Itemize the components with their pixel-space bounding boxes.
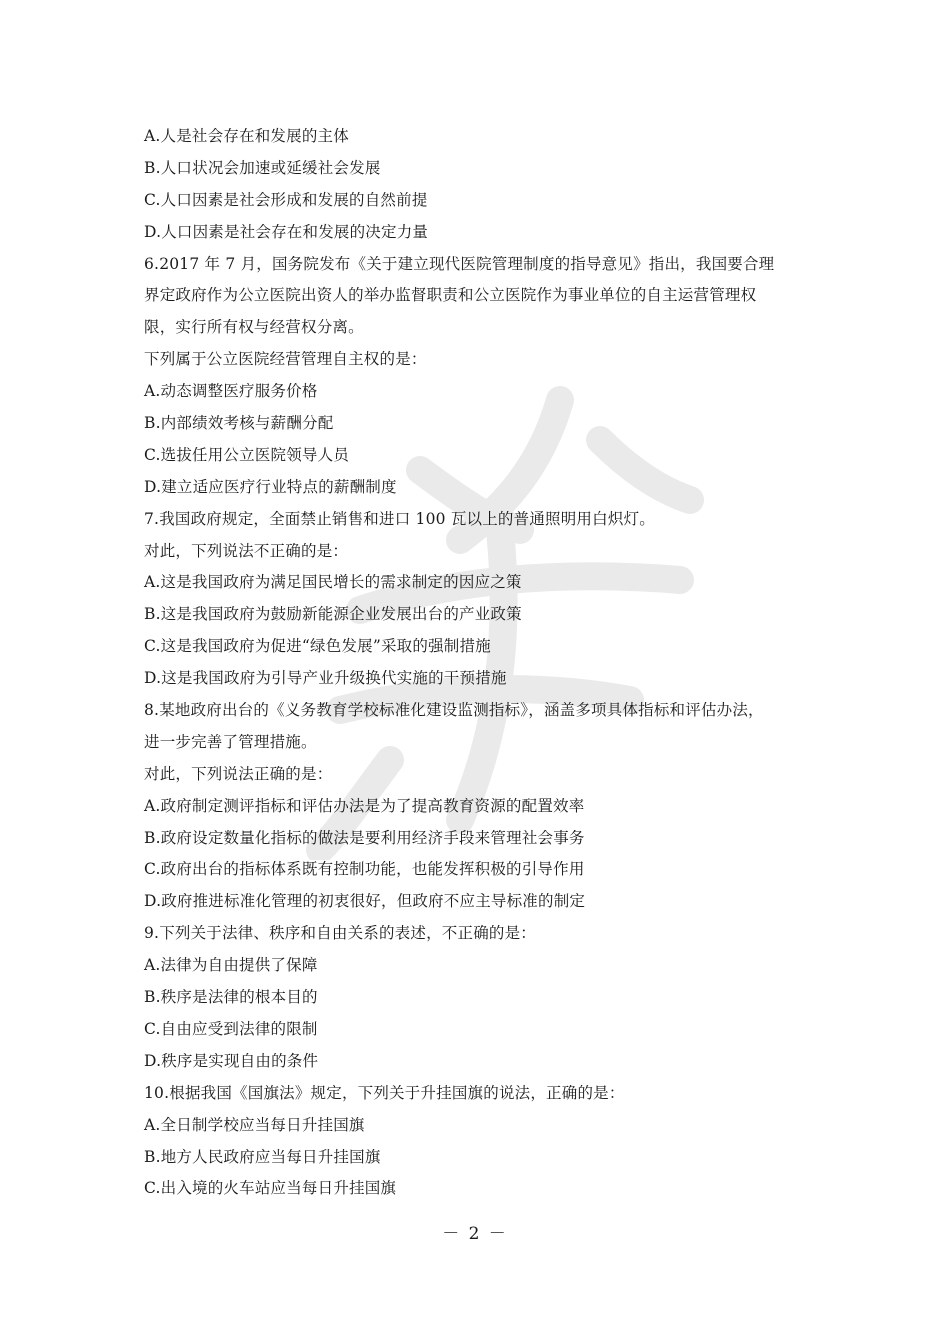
- question-7-prompt: 对此，下列说法不正确的是：: [144, 541, 349, 560]
- option-8a: A.政府制定测评指标和评估办法是为了提高教育资源的配置效率: [144, 796, 585, 815]
- option-10b: B.地方人民政府应当每日升挂国旗: [144, 1147, 381, 1166]
- option-8b: B.政府设定数量化指标的做法是要利用经济手段来管理社会事务: [144, 828, 585, 847]
- question-8-prompt: 对此，下列说法正确的是：: [144, 764, 333, 783]
- question-9: 9.下列关于法律、秩序和自由关系的表述，不正确的是：: [144, 924, 536, 943]
- option-9c: C.自由应受到法律的限制: [144, 1019, 318, 1038]
- option-6c: C.选拔任用公立医院领导人员: [144, 445, 350, 464]
- question-8-line-1: 8.某地政府出台的《义务教育学校标准化建设监测指标》，涵盖多项具体指标和评估办法，: [144, 701, 764, 720]
- option-5b: B.人口状况会加速或延缓社会发展: [144, 158, 381, 177]
- option-9a: A.法律为自由提供了保障: [144, 956, 318, 975]
- question-6-prompt: 下列属于公立医院经营管理自主权的是：: [144, 350, 427, 369]
- question-6-line-3: 限，实行所有权与经营权分离。: [144, 318, 364, 337]
- question-8-line-2: 进一步完善了管理措施。: [144, 732, 317, 751]
- option-5a: A.人是社会存在和发展的主体: [144, 127, 349, 145]
- page-number: － 2 －: [442, 1224, 508, 1244]
- option-9d: D.秩序是实现自由的条件: [144, 1051, 319, 1070]
- question-10: 10.根据我国《国旗法》规定，下列关于升挂国旗的说法，正确的是：: [144, 1083, 625, 1102]
- question-6-line-2: 界定政府作为公立医院出资人的举办监督职责和公立医院作为事业单位的自主运营管理权: [144, 286, 757, 305]
- option-7d: D.这是我国政府为引导产业升级换代实施的干预措施: [144, 669, 507, 688]
- option-5d: D.人口因素是社会存在和发展的决定力量: [144, 222, 429, 241]
- option-8c: C.政府出台的指标体系既有控制功能，也能发挥积极的引导作用: [144, 860, 585, 879]
- option-8d: D.政府推进标准化管理的初衷很好，但政府不应主导标准的制定: [144, 892, 586, 911]
- document-body: [144, 121, 824, 1205]
- option-6a: A.动态调整医疗服务价格: [144, 382, 318, 401]
- option-10a: A.全日制学校应当每日升挂国旗: [144, 1115, 365, 1134]
- option-7b: B.这是我国政府为鼓励新能源企业发展出台的产业政策: [144, 605, 522, 624]
- option-6d: D.建立适应医疗行业特点的薪酬制度: [144, 477, 397, 496]
- question-6-line-1: 6.2017 年 7 月，国务院发布《关于建立现代医院管理制度的指导意见》指出，我国要合理: [144, 254, 775, 273]
- option-7c: C.这是我国政府为促进“绿色发展”采取的强制措施: [144, 637, 491, 656]
- question-7: 7.我国政府规定，全面禁止销售和进口 100 瓦以上的普通照明用白炽灯。: [144, 509, 655, 528]
- option-6b: B.内部绩效考核与薪酬分配: [144, 414, 334, 433]
- option-7a: A.这是我国政府为满足国民增长的需求制定的因应之策: [144, 573, 522, 592]
- option-9b: B.秩序是法律的根本目的: [144, 988, 318, 1007]
- option-10c: C.出入境的火车站应当每日升挂国旗: [144, 1179, 397, 1198]
- option-5c: C.人口因素是社会形成和发展的自然前提: [144, 190, 428, 209]
